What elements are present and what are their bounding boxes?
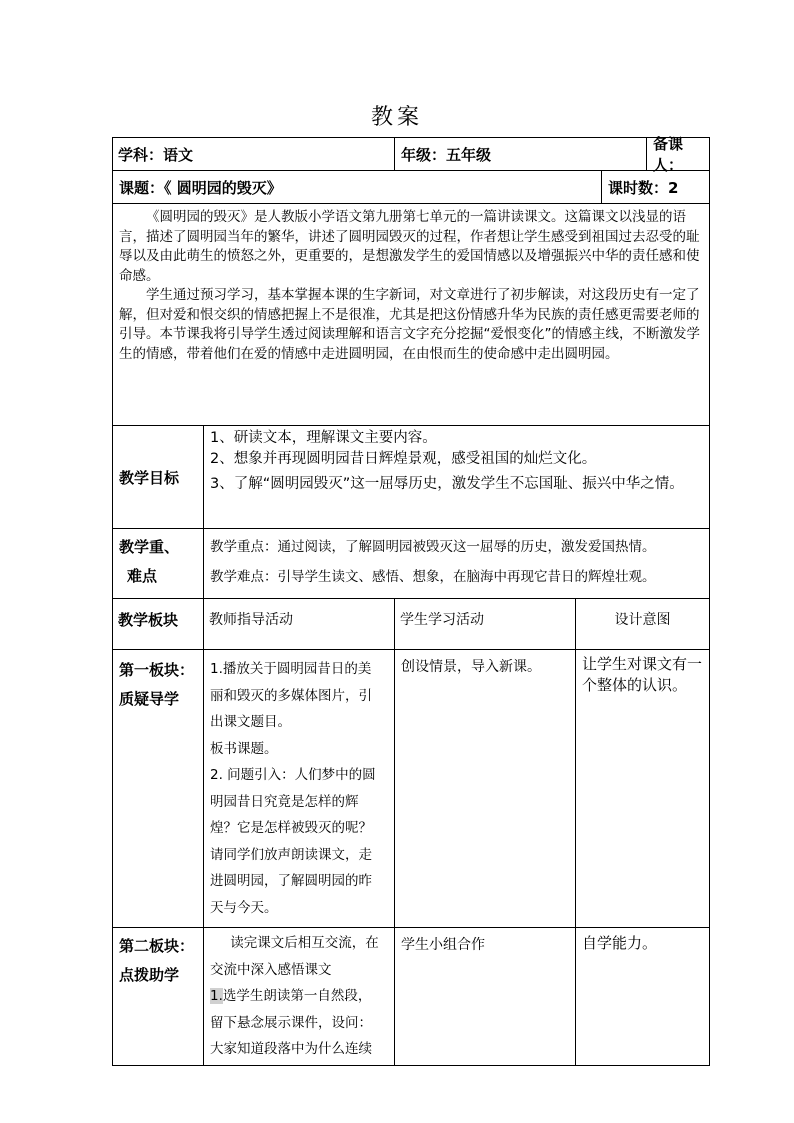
module-2-label-2: 点拨助学 <box>119 966 180 984</box>
intro-cell <box>113 204 710 426</box>
module-1-label: 第一板块： <box>119 661 195 679</box>
module-2-student-cell <box>395 928 576 1066</box>
topic-cell <box>113 171 602 203</box>
student-activity: 创设情景，导入新课。 <box>401 659 542 675</box>
objective-item: 3、了解“圆明园毁灭”这一屈辱历史，激发学生不忘国耻、振兴中华之情。 <box>210 476 684 492</box>
module-1-student-cell <box>395 650 576 928</box>
page-title: 教案 <box>370 105 423 130</box>
key-point: 教学重点：通过阅读，了解圆明园被毁灭这一屈辱的历史，激发爱国热情。 <box>210 539 656 555</box>
module-2-label-cell <box>113 928 204 1066</box>
teacher-activity-line: 读完课文后相互交流，在 <box>230 935 379 951</box>
teacher-activity-line: 1.播放关于圆明园昔日的美 <box>210 661 372 677</box>
teacher-activity-line: 交流中深入感悟课文 <box>210 961 332 978</box>
design-intent: 让学生对课文有一个整体的认识。 <box>582 655 703 694</box>
highlighted-number: 1. <box>210 988 223 1004</box>
module-1-label-cell <box>113 650 204 928</box>
design-intent: 自学能力。 <box>582 934 658 952</box>
teacher-activity-line <box>210 983 388 1010</box>
lesson-plan-table <box>112 137 709 1066</box>
teacher-activity-line: 丽和毁灭的多媒体图片，引 <box>210 687 372 704</box>
key-points-label-2: 难点 <box>127 567 158 585</box>
grade-cell <box>395 138 647 170</box>
student-activity: 学生小组合作 <box>401 937 486 953</box>
module-2-label: 第二板块： <box>119 937 195 955</box>
column-header-teacher-text: 教师指导活动 <box>209 612 293 628</box>
teacher-activity-line: 明园昔日究竟是怎样的辉 <box>210 793 359 810</box>
column-header-module <box>113 599 204 650</box>
teacher-activity-line: 请同学们放声朗读课文，走 <box>210 846 372 863</box>
column-header-module-text: 教学板块 <box>118 611 179 629</box>
objectives-label-cell <box>113 426 204 529</box>
subject-label: 学科：语文 <box>118 145 194 164</box>
key-points-label: 教学重、 <box>119 538 180 556</box>
module-1-teacher-cell <box>204 650 395 928</box>
column-header-intent <box>576 599 710 650</box>
column-header-teacher <box>204 599 395 650</box>
periods-label: 课时数：2 <box>608 178 679 197</box>
column-header-student-text: 学生学习活动 <box>400 612 485 628</box>
preparer-cell <box>647 135 709 174</box>
teacher-activity-line: 煌？它是怎样被毁灭的呢？ <box>210 820 372 836</box>
key-points-label-cell <box>113 529 204 599</box>
periods-cell <box>602 171 709 203</box>
teacher-activity-line: 留下悬念展示课件，设问： <box>210 1014 372 1031</box>
subject-cell <box>113 138 395 171</box>
column-header-intent-text: 设计意图 <box>614 612 671 628</box>
teacher-activity-text: 选学生朗读第一自然段， <box>222 988 372 1004</box>
module-1-label-2: 质疑导学 <box>119 690 180 708</box>
teacher-activity-line: 2. 问题引入：人们梦中的圆 <box>210 767 376 783</box>
teacher-activity-line: 天与今天。 <box>210 899 278 916</box>
teacher-activity-line: 出课文题目。 <box>210 714 291 730</box>
intro-paragraph: 学生通过预习学习，基本掌握本课的生字新词，对文章进行了初步解读，对这段历史有一定了解，但对爱和恨交织的情感把握上不是很准，尤其是把这份情感升华为民族的责任感更需要老师的引导。本节课我将引导学生透过阅读理解和语言文字充分挖掘“爱恨变化”的情感主线，不断激发学生的情感，带着他们在爱的情感中走进圆明园，在由恨而生的使命感中走出圆明园。 <box>119 287 700 362</box>
module-1-intent-cell <box>576 650 710 928</box>
module-2-intent-cell <box>576 928 710 1066</box>
teacher-activity-line: 进圆明园，了解圆明园的昨 <box>210 873 372 889</box>
key-points-cell <box>204 529 710 599</box>
teacher-activity-line: 板书课题。 <box>210 740 278 757</box>
grade-label: 年级：五年级 <box>401 145 492 164</box>
difficulty-point: 教学难点：引导学生读文、感悟、想象，在脑海中再现它昔日的辉煌壮观。 <box>210 569 656 585</box>
objectives-cell <box>204 426 710 529</box>
objectives-label: 教学目标 <box>119 468 180 487</box>
objective-item: 2、想象并再现圆明园昔日辉煌景观，感受祖国的灿烂文化。 <box>210 451 597 467</box>
column-header-student <box>395 599 576 650</box>
preparer-label: 备课人： <box>653 135 684 174</box>
teacher-activity-line: 大家知道段落中为什么连续 <box>210 1041 372 1057</box>
objective-item: 1、研读文本，理解课文主要内容。 <box>210 430 437 446</box>
topic-label: 课题：《 圆明园的毁灭》 <box>119 178 282 197</box>
intro-paragraph: 《圆明园的毁灭》是人教版小学语文第九册第七单元的一篇讲读课文。这篇课文以浅显的语言，描述了圆明园当年的繁华，讲述了圆明园毁灭的过程，作者想让学生感受到祖国过去忍受的耻辱以及由此萌生的愤怒之外，更重要的，是想激发学生的爱国情感以及增强振兴中华的责任感和使命感。 <box>119 209 700 284</box>
module-2-teacher-cell <box>204 928 395 1066</box>
